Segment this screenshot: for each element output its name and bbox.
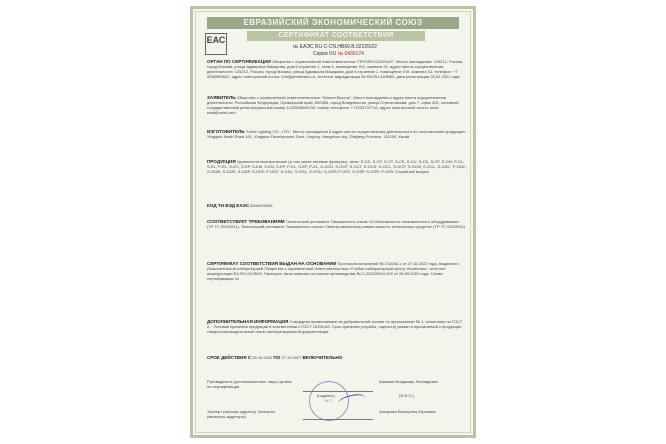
series-number: RU № 0430174 xyxy=(329,51,364,57)
validity-from: 28.10.2022 xyxy=(252,355,273,360)
section-text: 8544429009 xyxy=(250,203,273,208)
signature-caption: (подпись) xyxy=(317,393,335,398)
certificate-number: № ЕАЭС RU C-CN.НВ60.В.02225/22 xyxy=(293,44,377,50)
section-label: КОД ТН ВЭД ЕАЭС xyxy=(207,203,250,208)
validity-label: СРОК ДЕЙСТВИЯ С xyxy=(207,355,252,360)
section-label: ПРОДУКЦИЯ xyxy=(207,159,236,164)
validity-to: 27.10.2027 xyxy=(281,355,302,360)
certificate-document xyxy=(190,6,476,438)
section-basis xyxy=(207,261,467,281)
section-label: СООТВЕТСТВУЕТ ТРЕБОВАНИЯМ xyxy=(207,219,285,224)
section-text: Удлинители электрические (в том числе сетевые фильтры), типы: S-CD, S-CP, S-CT, S-CE, S-CU, S-CK, S-CF, S-CM, P-CL, S-EL, P-EL, S-EC, S-EP, S-EM, S-EN, S-EP, P-EL, S-EF, P-EL, S-GCD, S-GCF, S-GCT, S-GCE, S-GCL, S-GCP, S-GCM, S-GCL, S-GDC, P-GDC, S-GDM, S-GDR, S-GDP, S-GDF, P-GDF, S-GDL, S-GSL, S-GSU, S-GSP, P-GST, S-GSP, S-GSR, P-GSV. Серийный выпуск xyxy=(207,159,467,174)
eac-logo: ЕАС xyxy=(205,33,227,55)
section-product xyxy=(207,159,467,174)
expert-signature-line xyxy=(303,419,373,420)
expert-signatory-name: Захарова Екатерина Юрьевна xyxy=(379,409,436,414)
head-signatory-name: Шишкин Владимир Леонидович xyxy=(379,379,439,384)
name-caption: (Ф.И.О.) xyxy=(399,393,415,398)
validity-period xyxy=(207,355,467,360)
head-signature-label: Руководитель (уполномоченное лицо) органа по сертификации xyxy=(207,379,292,389)
series-label: Серия xyxy=(313,51,328,57)
section-label: СЕРТИФИКАТ СООТВЕТСТВИЯ ВЫДАН НА ОСНОВАНИИ xyxy=(207,261,337,266)
section-requirements xyxy=(207,219,467,229)
section-label: ЗАЯВИТЕЛЬ xyxy=(207,95,236,100)
section-additional-info xyxy=(207,319,467,334)
section-label: ОРГАН ПО СЕРТИФИКАЦИИ xyxy=(207,59,271,64)
section-label: ДОПОЛНИТЕЛЬНАЯ ИНФОРМАЦИЯ xyxy=(207,319,289,324)
section-text: "Uniel Lighting CO., LTD". Место нахождения и адрес места осуществления деятельности по изготовлению продукции: Xingqiao North Road 161, Xingqiao Development Zone, Linping, Hangzhou city, Zhejiang Province, 311100, Китай xyxy=(207,129,466,139)
expert-signature-label: Эксперт (эксперт-аудитор) Эксперты (эксперты-аудиторы) xyxy=(207,409,276,419)
validity-to-label: ПО xyxy=(273,355,281,360)
section-manufacturer xyxy=(207,129,467,139)
certificate-series xyxy=(313,51,364,57)
certificate-title: СЕРТИФИКАТ СООТВЕТСТВИЯ xyxy=(247,31,425,41)
section-text: Общество с ограниченной ответственностью "ПРОФЕССИОНАЛ". Место нахождения: 129212, Россия, город Москва, улица Адмирала Макарова, дом 6 строение 1, этаж 4, помещение XVI, комната 31; адрес места осуществления деятельности: 125212, Россия, город Москва, улица Адмирала Макарова, дом 6 строение 1, помещение XVI, комната 31, телефон: +7 9060965602, адрес электронной почты: info@profession.ru, Аттестат аккредитации № RA.RU.11НВ60, дата регистрации 03.02.2021 года xyxy=(207,59,464,79)
section-label: ИЗГОТОВИТЕЛЬ xyxy=(207,129,245,134)
section-text: Технический регламент Таможенного союза «О безопасности низковольтного оборудования» (ТР ТС 004/2011), Технический регламент Таможенного союза «Электромагнитная совместимость технических средств» (ТР ТС 020/2011) xyxy=(207,219,465,229)
official-stamp: М.П. xyxy=(309,381,349,421)
validity-suffix: ВКЛЮЧИТЕЛЬНО xyxy=(302,355,343,360)
section-certification-body xyxy=(207,59,467,79)
section-hs-code xyxy=(207,203,467,208)
union-header: ЕВРАЗИЙСКИЙ ЭКОНОМИЧЕСКИЙ СОЮЗ xyxy=(207,17,459,29)
section-applicant xyxy=(207,95,467,115)
section-text: Стандарты применяемые на добровольной основе по приложению № 1, испытания по ГОСТ 2... Условия хранения продукции в соответствии с ГОСТ 15150-69. Срок хранения (службы, годности) указан в прилагаемой к продукции товаросопроводительной и/или эксплуатационной документации. xyxy=(207,319,463,334)
section-text: Общество с ограниченной ответственностью "Юниэл-Восток". Место нахождения и адрес места осуществления деятельности: Российская Федерация, Приморский край, 690065, город Владивосток, улица Стрельникова, дом 7, офис 801, основной государственный регистрационный номер 1122538006700, номер телефона: +74232737716, адрес электронной почты: uniel-east@uniel.com xyxy=(207,95,459,115)
section-text: Протокола испытаний № 211048-1 от 27.10.2022 года, выданного Испытательной лабораторией Общества с ограниченной ответственностью «Глобал-лабораторный центр «Качество», аттестат аккредитации RA.RU.21ОБ09. Паспорта. Акта анализа состояния производства № С-2022/0919-002 от 26.09.2022 года. Схема сертификации 1с xyxy=(207,261,459,281)
